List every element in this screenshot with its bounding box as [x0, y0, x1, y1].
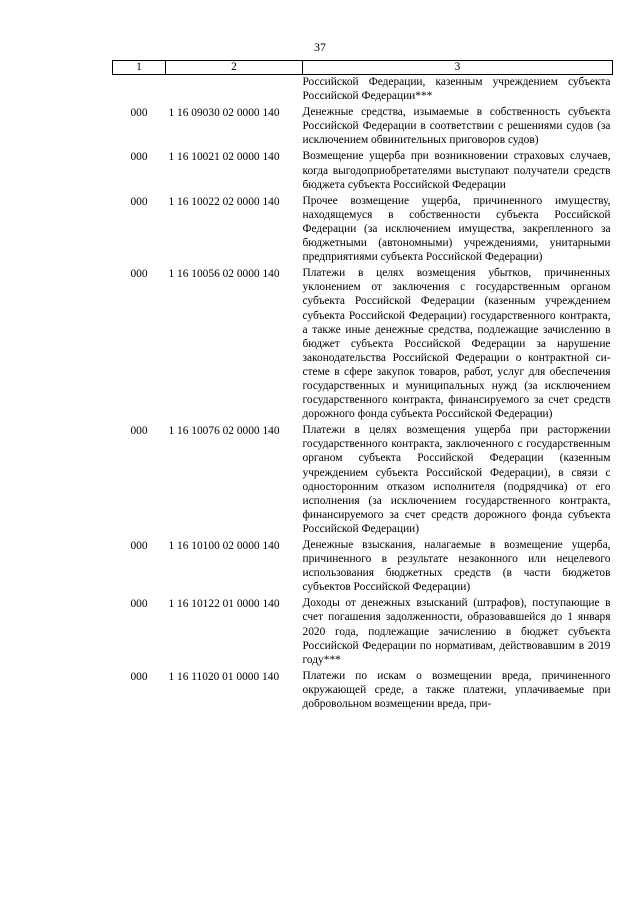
table-row: [113, 149, 613, 193]
description-cell: Платежи в целях возмещения ущерба при расторжении государственного контракта, заключенного с государственным органом субъекта Российской Федерации (казенным учреждением субъекта Российской Федерации), в связи с односторонним отказом исполнителя (подрядчика) от его исполнения (за исключением государственного контракта, финансируемого за счет средств дорожного фонда субъекта Российской Федерации): [302, 424, 611, 535]
table-row: [113, 596, 613, 668]
budget-code-cell: 1 16 10076 02 0000 140: [168, 425, 280, 438]
admin-code-cell: [113, 75, 166, 106]
budget-code-cell: [166, 75, 303, 106]
table-row: [113, 194, 613, 266]
admin-code-cell: 000: [130, 151, 148, 164]
column-header-3: 3: [303, 61, 613, 75]
column-header-1: 1: [113, 61, 166, 75]
description-cell: Доходы от денежных взысканий (штрафов), поступающие в счет погашения задолженности, образовавшейся до 1 января 2020 года, подлежащие зачислению в бюджет субъекта Российской Федерации по нормативам, действовавшим в 2019 году***: [302, 597, 611, 666]
table-row: [113, 75, 613, 106]
budget-code-cell: 1 16 10056 02 0000 140: [168, 268, 280, 281]
table-row: [113, 266, 613, 423]
budget-code-cell: 1 16 10122 01 0000 140: [168, 598, 280, 611]
admin-code-cell: 000: [130, 268, 148, 281]
admin-code-cell: 000: [130, 425, 148, 438]
admin-code-cell: 000: [130, 195, 148, 208]
table-row: [113, 538, 613, 596]
admin-code-cell: 000: [130, 107, 148, 120]
description-cell: Денежные взыскания, налагаемые в возмещение ущерба, причиненного в результате незаконного или нецелевого использования бюджетных средств (в части бюджетов субъектов Российской Федерации): [302, 539, 611, 594]
budget-code-cell: 1 16 10021 02 0000 140: [168, 151, 280, 164]
table-row: [113, 669, 613, 713]
table-row: [113, 105, 613, 149]
description-cell: Прочее возмещение ущерба, причиненного имуществу, находящемуся в собственности субъекта Российской Федерации (за исключением имущества, закрепленного за бюджетными (автономными) учреждениями, унитарными предприятиями субъекта Российской Федерации): [302, 194, 611, 264]
admin-code-cell: 000: [130, 598, 148, 611]
description-cell: Платежи по искам о возмещении вреда, причиненного окружающей среде, а также платежи, уплачиваемые при добровольном возмещении вреда, при-: [302, 669, 611, 711]
description-cell: Российской Федерации, казенным учреждением субъекта Российской Федерации***: [302, 76, 611, 103]
description-cell: Платежи в целях возмещения убытков, причиненных уклонением от заключения с государственным органом субъекта Российской Федерации (казенным учреждением субъекта Российской Федерации) государственного контракта, а также иные денежные средства, подлежащие зачислению в бюджет субъекта Российской Федерации за нарушение законодательства Российской Федерации о контрактной системе в сфере закупок товаров, работ, услуг для обеспечения государственных и муниципальных нужд (за исключением государственного контракта, финансируемого за счет средств дорожного фонда субъекта Российской Федерации): [302, 267, 611, 421]
budget-code-cell: 1 16 11020 01 0000 140: [168, 670, 280, 683]
budget-code-cell: 1 16 09030 02 0000 140: [168, 107, 280, 120]
column-header-2: 2: [166, 61, 303, 75]
admin-code-cell: 000: [130, 540, 148, 552]
admin-code-cell: 000: [130, 670, 148, 683]
budget-code-cell: 1 16 10022 02 0000 140: [168, 195, 280, 208]
page-number: 37: [314, 40, 326, 54]
description-cell: Возмещение ущерба при возникновении страховых случаев, когда выгодоприобретателями выступают получатели средств бюджета субъекта Российской Федерации: [302, 150, 611, 191]
table-row: [113, 423, 613, 538]
budget-code-cell: 1 16 10100 02 0000 140: [168, 540, 280, 552]
table-header-row: [113, 61, 613, 75]
revenue-code-table: [112, 60, 613, 713]
description-cell: Денежные средства, изымаемые в собственность субъекта Российской Федерации в соответствии с решениями судов (за исключением обвинительных приговоров судов): [302, 106, 611, 147]
